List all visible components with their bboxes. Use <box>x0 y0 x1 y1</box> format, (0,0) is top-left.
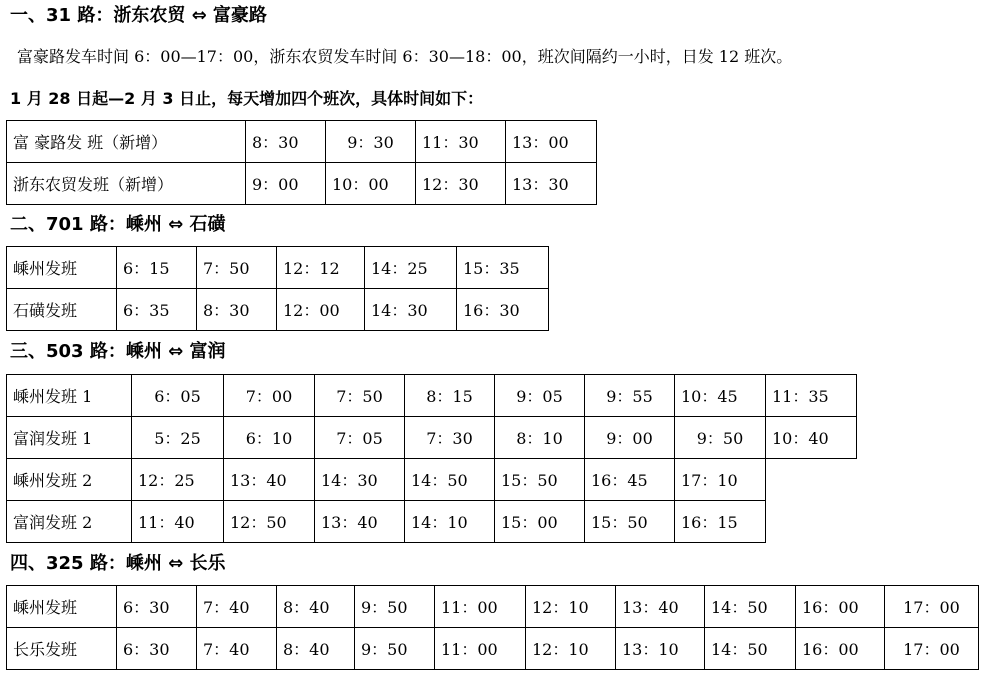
route503-table-1 <box>6 374 857 459</box>
table-row <box>7 289 549 331</box>
time-cell: 15：35 <box>457 247 549 289</box>
time-cell: 7：50 <box>315 375 405 417</box>
time-cell: 16：15 <box>675 501 766 543</box>
time-cell: 9：50 <box>355 586 435 628</box>
time-cell: 12：50 <box>224 501 315 543</box>
time-cell: 7：00 <box>224 375 315 417</box>
time-cell: 7：30 <box>405 417 495 459</box>
time-cell: 11：40 <box>132 501 224 543</box>
time-cell: 16：30 <box>457 289 549 331</box>
time-cell: 13：00 <box>506 121 597 163</box>
time-cell: 5：25 <box>132 417 224 459</box>
time-cell: 6：30 <box>117 628 197 670</box>
time-cell: 16：00 <box>796 628 885 670</box>
time-cell: 15：00 <box>495 501 585 543</box>
time-cell: 17：00 <box>885 586 979 628</box>
table-row <box>7 417 857 459</box>
time-cell: 11：00 <box>435 586 526 628</box>
route325-table <box>6 585 979 670</box>
time-cell: 8：30 <box>197 289 277 331</box>
route701-header: 二、701 路：嵊州 ⇔ 石磺 <box>10 214 226 235</box>
time-cell: 12：30 <box>416 163 506 205</box>
route31-table <box>6 120 597 205</box>
row-label: 嵊州发班 <box>7 247 117 289</box>
time-cell: 13：30 <box>506 163 597 205</box>
time-cell: 14：50 <box>705 586 796 628</box>
time-cell: 9：30 <box>326 121 416 163</box>
row-label: 嵊州发班 <box>7 586 117 628</box>
time-cell: 12：00 <box>277 289 365 331</box>
time-cell: 8：10 <box>495 417 585 459</box>
row-label: 嵊州发班 2 <box>7 459 132 501</box>
time-cell: 9：50 <box>675 417 766 459</box>
time-cell: 14：25 <box>365 247 457 289</box>
route31-note: 1 月 28 日起—2 月 3 日止，每天增加四个班次，具体时间如下： <box>10 89 484 108</box>
time-cell: 10：45 <box>675 375 766 417</box>
table-row <box>7 501 766 543</box>
route31-header: 一、31 路：浙东农贸 ⇔ 富豪路 <box>10 5 267 26</box>
time-cell: 7：40 <box>197 586 277 628</box>
time-cell: 11：35 <box>766 375 857 417</box>
route503-header: 三、503 路：嵊州 ⇔ 富润 <box>10 341 226 362</box>
route503-table-2 <box>6 458 766 543</box>
time-cell: 11：30 <box>416 121 506 163</box>
row-label: 嵊州发班 1 <box>7 375 132 417</box>
time-cell: 7：40 <box>197 628 277 670</box>
time-cell: 12：12 <box>277 247 365 289</box>
time-cell: 14：50 <box>405 459 495 501</box>
row-label: 石磺发班 <box>7 289 117 331</box>
table-row <box>7 375 857 417</box>
time-cell: 6：05 <box>132 375 224 417</box>
time-cell: 15：50 <box>495 459 585 501</box>
time-cell: 14：30 <box>315 459 405 501</box>
time-cell: 14：50 <box>705 628 796 670</box>
route701-table <box>6 246 549 331</box>
row-label: 浙东农贸发班（新增） <box>7 163 246 205</box>
time-cell: 8：30 <box>246 121 326 163</box>
time-cell: 6：10 <box>224 417 315 459</box>
time-cell: 6：35 <box>117 289 197 331</box>
table-row <box>7 586 979 628</box>
time-cell: 12：10 <box>526 628 616 670</box>
time-cell: 6：30 <box>117 586 197 628</box>
time-cell: 9：00 <box>246 163 326 205</box>
time-cell: 10：40 <box>766 417 857 459</box>
time-cell: 7：50 <box>197 247 277 289</box>
time-cell: 8：40 <box>277 628 355 670</box>
time-cell: 17：00 <box>885 628 979 670</box>
route31-description: 富豪路发车时间 6：00—17：00，浙东农贸发车时间 6：30—18：00，班次间隔约一小时，日发 12 班次。 <box>17 47 793 66</box>
row-label: 富润发班 2 <box>7 501 132 543</box>
row-label: 富 豪路发 班（新增） <box>7 121 246 163</box>
row-label: 富润发班 1 <box>7 417 132 459</box>
table-row <box>7 247 549 289</box>
table-row <box>7 459 766 501</box>
route325-header: 四、325 路：嵊州 ⇔ 长乐 <box>10 553 226 574</box>
time-cell: 13：40 <box>616 586 705 628</box>
time-cell: 9：50 <box>355 628 435 670</box>
time-cell: 11：00 <box>435 628 526 670</box>
time-cell: 9：05 <box>495 375 585 417</box>
time-cell: 16：45 <box>585 459 675 501</box>
time-cell: 17：10 <box>675 459 766 501</box>
time-cell: 14：10 <box>405 501 495 543</box>
time-cell: 8：40 <box>277 586 355 628</box>
time-cell: 13：10 <box>616 628 705 670</box>
time-cell: 12：25 <box>132 459 224 501</box>
time-cell: 9：00 <box>585 417 675 459</box>
time-cell: 12：10 <box>526 586 616 628</box>
table-row <box>7 121 597 163</box>
table-row <box>7 628 979 670</box>
time-cell: 13：40 <box>224 459 315 501</box>
time-cell: 10：00 <box>326 163 416 205</box>
time-cell: 8：15 <box>405 375 495 417</box>
time-cell: 6：15 <box>117 247 197 289</box>
time-cell: 9：55 <box>585 375 675 417</box>
time-cell: 7：05 <box>315 417 405 459</box>
time-cell: 13：40 <box>315 501 405 543</box>
table-row <box>7 163 597 205</box>
time-cell: 16：00 <box>796 586 885 628</box>
time-cell: 14：30 <box>365 289 457 331</box>
time-cell: 15：50 <box>585 501 675 543</box>
row-label: 长乐发班 <box>7 628 117 670</box>
